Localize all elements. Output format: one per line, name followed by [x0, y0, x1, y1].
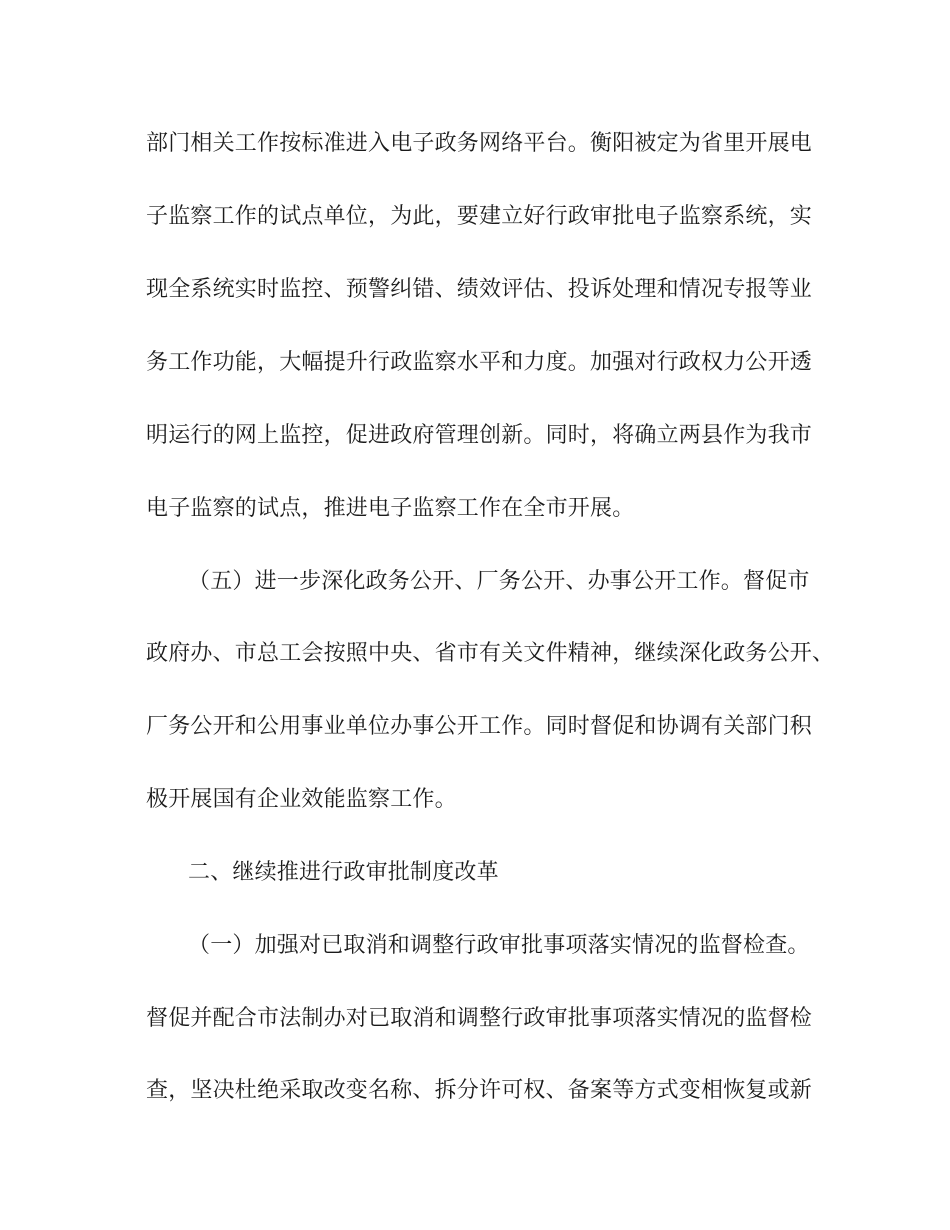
paragraph-line: 政府办、市总工会按照中央、省市有关文件精神，继续深化政务公开、 [146, 641, 835, 666]
paragraph-line: 厂务公开和公用事业单位办事公开工作。同时督促和协调有关部门积 [146, 714, 813, 739]
paragraph-line: 务工作功能，大幅提升行政监察水平和力度。加强对行政权力公开透 [146, 350, 813, 375]
paragraph-line: 明运行的网上监控，促进政府管理创新。同时，将确立两县作为我市 [146, 423, 813, 448]
paragraph-line: 电子监察的试点，推进电子监察工作在全市开展。 [146, 496, 635, 521]
chapter-heading-line: 二、继续推进行政审批制度改革 [188, 860, 499, 885]
paragraph-line: 查，坚决杜绝采取改变名称、拆分许可权、备案等方式变相恢复或新 [146, 1078, 813, 1103]
section-heading-line: （五）进一步深化政务公开、厂务公开、办事公开工作。督促市 [188, 569, 810, 594]
section-heading-line: （一）加强对已取消和调整行政审批事项落实情况的监督检查。 [188, 933, 810, 958]
paragraph-line: 子监察工作的试点单位，为此，要建立好行政审批电子监察系统，实 [146, 204, 813, 229]
paragraph-line: 现全系统实时监控、预警纠错、绩效评估、投诉处理和情况专报等业 [146, 277, 813, 302]
paragraph-line: 极开展国有企业效能监察工作。 [146, 787, 457, 812]
paragraph-line: 部门相关工作按标准进入电子政务网络平台。衡阳被定为省里开展电 [146, 131, 813, 156]
paragraph-line: 督促并配合市法制办对已取消和调整行政审批事项落实情况的监督检 [146, 1006, 813, 1031]
